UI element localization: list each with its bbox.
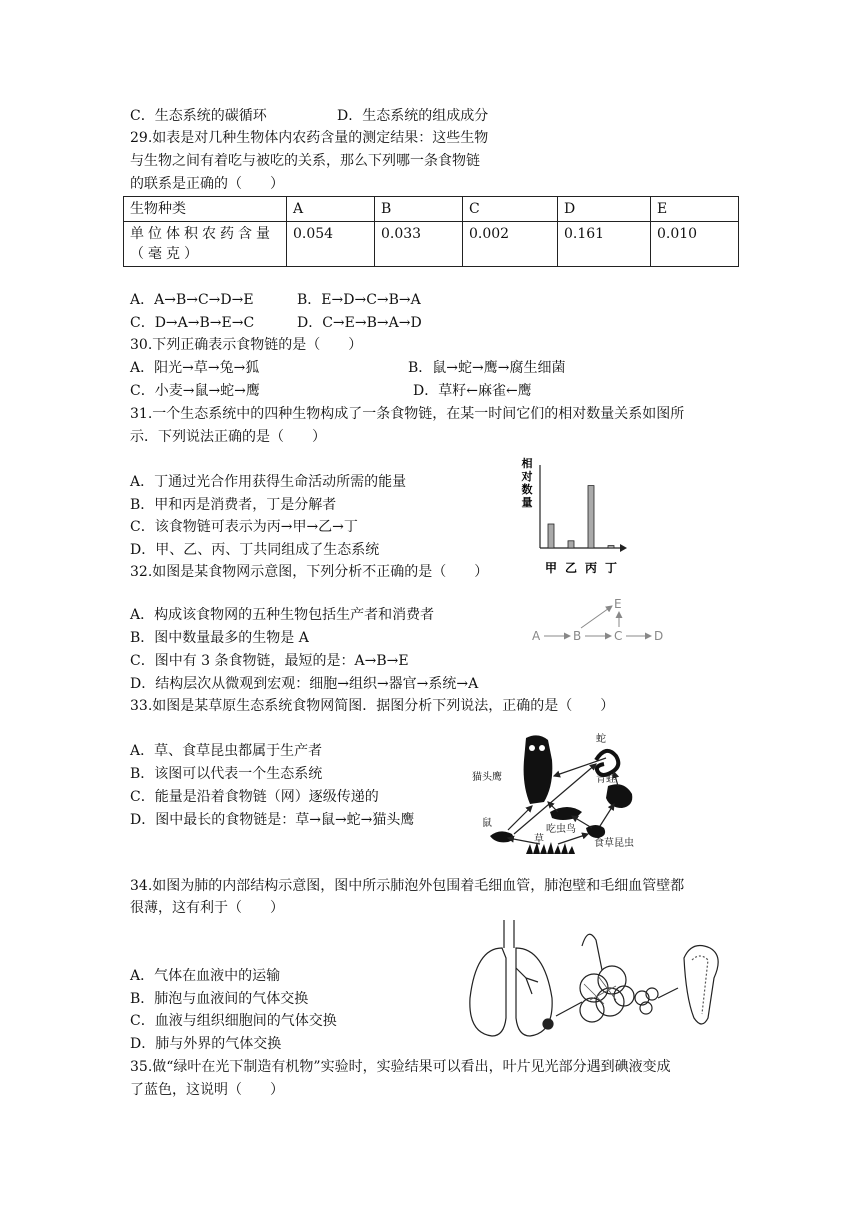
table-header-row [124,197,739,222]
q29-stem-line3: 的联系是正确的（ ） [130,176,284,192]
table-header-cell: C [463,197,558,222]
q29-stem-line2: 与生物之间有着吃与被吃的关系，那么下列哪一条食物链 [130,153,480,169]
q30-stem: 30.下列正确表示食物链的是（ ） [130,337,363,353]
table-cell: 0.010 [651,222,739,267]
label-snake: 蛇 [596,734,606,745]
rat-icon [490,831,513,842]
x-tick-label: 乙 [564,561,578,575]
label-rat: 鼠 [482,818,492,829]
pesticide-table [123,196,739,267]
alveolus-icon [684,946,718,1024]
q28-option-d: D．生态系统的组成成分 [337,108,489,124]
q31-stem-line1: 31.一个生态系统中的四种生物构成了一条食物链，在某一时间它们的相对数量关系如图所 [130,406,685,422]
bar-丁 [608,546,614,548]
q29-stem-line1: 29.如表是对几种生物体内农药含量的测定结果：这些生物 [130,130,489,146]
food-web-diagram-abcde [528,592,678,652]
table-row-label: 单位体积农药含量（毫克） [124,222,287,267]
node-a: A [532,629,541,643]
x-tick-label: 丁 [604,561,618,575]
table-header-cell: A [287,197,375,222]
q31-option-c: C．该食物链可表示为丙→甲→乙→丁 [130,519,358,535]
q34-option-a: A．气体在血液中的运输 [130,968,281,984]
x-axis-arrow-icon [620,544,627,552]
q35-stem-line1: 35.做“绿叶在光下制造有机物”实验时，实验结果可以看出，叶片见光部分遇到碘液变成 [130,1059,671,1075]
q33-option-b: B．该图可以代表一个生态系统 [130,766,323,782]
q34-option-c: C．血液与组织细胞间的气体交换 [130,1013,337,1029]
lung-structure-diagram [462,918,732,1046]
q34-stem-line2: 很薄，这有利于（ ） [130,900,284,916]
x-tick-label: 甲 [544,561,558,575]
label-insect: 食草昆虫 [594,838,634,849]
q30-option-b: B．鼠→蛇→鹰→腐生细菌 [408,360,566,376]
node-b: B [573,629,582,643]
owl-icon [524,735,553,804]
relative-quantity-bar-chart [510,453,630,578]
label-frog: 青蛙 [596,774,616,785]
node-c: C [614,629,623,643]
label-bird: 吃虫鸟 [546,824,576,835]
q29-option-a: A．A→B→C→D→E [130,292,254,308]
label-owl: 猫头鹰 [472,772,502,783]
x-tick-label: 丙 [584,561,598,575]
q30-option-a: A．阳光→草→兔→狐 [130,360,260,376]
grass-insect-icon [586,825,605,838]
frog-icon [606,784,632,808]
label-grass: 草 [534,834,544,845]
table-header-cell: D [558,197,651,222]
q29-option-c: C．D→A→B→E→C [130,315,255,331]
bar-乙 [568,541,574,548]
q31-option-b: B．甲和丙是消费者，丁是分解者 [130,497,337,513]
q34-option-d: D．肺与外界的气体交换 [130,1036,282,1052]
chart-ylabel: 相对数量 [521,457,533,509]
q29-option-d: D．C→E→B→A→D [297,315,422,331]
trachea-icon [504,920,514,948]
table-cell: 0.002 [463,222,558,267]
q33-stem: 33.如图是某草原生态系统食物网简图．据图分析下列说法，正确的是（ ） [130,698,615,714]
table-header-cell: E [651,197,739,222]
q34-option-b: B．肺泡与血液间的气体交换 [130,991,309,1007]
bar-甲 [548,524,554,548]
grassland-food-web-diagram [468,730,648,865]
arrow-b-e [581,606,612,628]
q31-option-a: A．丁通过光合作用获得生命活动所需的能量 [130,474,407,490]
snake-icon [596,751,618,775]
q33-option-a: A．草、食草昆虫都属于生产者 [130,743,323,759]
q32-option-d: D．结构层次从微观到宏观：细胞→组织→器官→系统→A [130,676,479,692]
alveoli-cluster-icon [580,966,634,1022]
q33-option-c: C．能量是沿着食物链（网）逐级传递的 [130,789,379,805]
q34-stem-line1: 34.如图为肺的内部结构示意图，图中所示肺泡外包围着毛细血管，肺泡壁和毛细血管壁都 [130,878,685,894]
left-lung-icon [470,948,506,1036]
q31-stem-line2: 示．下列说法正确的是（ ） [130,429,326,445]
table-row [124,222,739,267]
table-cell: 0.161 [558,222,651,267]
q35-stem-line2: 了蓝色，这说明（ ） [130,1082,284,1098]
q31-option-d: D．甲、乙、丙、丁共同组成了生态系统 [130,542,380,558]
table-header-cell: 生物种类 [124,197,287,222]
node-d: D [654,629,664,643]
q32-stem: 32.如图是某食物网示意图，下列分析不正确的是（ ） [130,564,489,580]
table-cell: 0.033 [375,222,463,267]
bar-丙 [588,486,594,548]
bronchiole-icon [582,934,602,970]
q32-option-a: A．构成该食物网的五种生物包括生产者和消费者 [130,607,435,623]
q33-option-d: D．图中最长的食物链是：草→鼠→蛇→猫头鹰 [130,812,415,828]
table-cell: 0.054 [287,222,375,267]
q29-option-b: B．E→D→C→B→A [297,292,421,308]
q30-option-c: C．小麦→鼠→蛇→鹰 [130,383,260,399]
q32-option-b: B．图中数量最多的生物是 A [130,630,309,646]
table-header-cell: B [375,197,463,222]
q32-option-c: C．图中有 3 条食物链，最短的是：A→B→E [130,653,409,669]
node-e: E [614,597,622,611]
q28-option-c: C．生态系统的碳循环 [130,108,267,124]
q30-option-d: D．草籽←麻雀←鹰 [413,383,532,399]
